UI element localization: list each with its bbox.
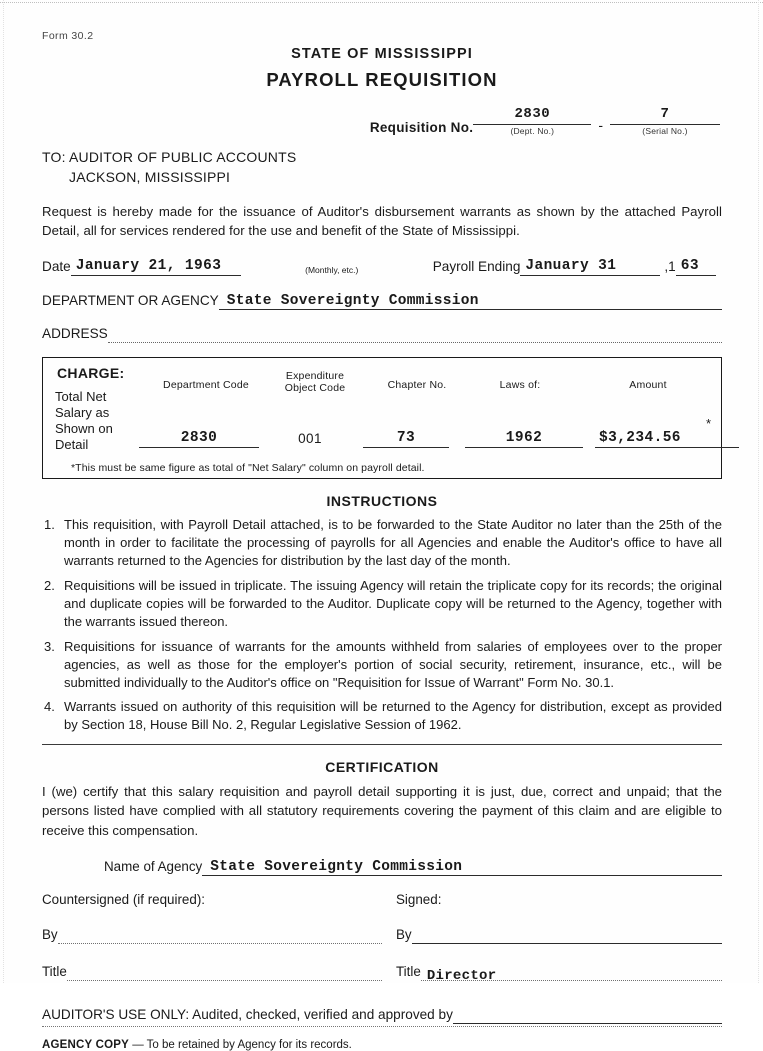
instruction-text: This requisition, with Payroll Detail attached, is to be forwarded to the State Auditor no later than the 25th of the month in order to facilitate the processing of payrolls for all Agencies and enable the Auditor's office to have all warrants returned to the Agencies for distribution by the last day of the month. (64, 517, 722, 568)
department-row (42, 292, 722, 310)
column-header-department-code: Department Code (163, 379, 249, 392)
countersign-title-label: Title (42, 963, 67, 979)
column-header-laws-of: Laws of: (499, 379, 541, 392)
countersign-title-value (67, 968, 77, 985)
signed-title-field[interactable] (421, 967, 722, 984)
agency-name-value: State Sovereignty Commission (210, 858, 463, 875)
countersign-title-row (42, 964, 382, 981)
signed-title-label: Title (396, 963, 421, 979)
signed-by-label: By (396, 926, 412, 942)
payroll-ending-value: January 31 (525, 258, 617, 275)
charge-chapter-no-value[interactable]: 73 (363, 430, 449, 448)
countersign-column (42, 892, 382, 981)
payroll-ending-label: Payroll Ending (432, 259, 521, 275)
date-value: January 21, 1963 (75, 258, 222, 275)
form-content (42, 30, 722, 1051)
charge-expenditure-object-code-value[interactable]: 001 (298, 431, 322, 447)
instructions-list (42, 516, 722, 734)
requisition-dept-rule (473, 123, 591, 125)
signed-label: Signed: (396, 891, 442, 907)
countersign-title-field[interactable] (67, 967, 382, 981)
instruction-number: 4. (44, 699, 55, 715)
auditor-use-label: AUDITOR'S USE ONLY: Audited, checked, verified and approved by (42, 1006, 453, 1022)
certification-text: I (we) certify that this salary requisition and payroll detail supporting it is just, due, correct and unpaid; that the persons listed have complied with all statutory requirements covering the payment of this claim and are eligible to receive this compensation. (42, 784, 722, 838)
form-number: Form 30.2 (42, 30, 94, 42)
requisition-dept-caption: (Dept. No.) (510, 126, 555, 136)
countersign-by-label: By (42, 926, 58, 942)
signature-grid (42, 891, 722, 984)
intro-paragraph: Request is hereby made for the issuance of Auditor's disbursement warrants as shown by the attached Payroll Detail, all for services rendered for the use and benefit of the State of Mississippi. (42, 203, 722, 238)
charge-left-label-line-4: Detail (55, 436, 89, 452)
countersign-by-field[interactable] (58, 930, 382, 944)
year-prefix: 1 (668, 259, 676, 275)
signed-title-value: Director (426, 967, 497, 984)
auditor-use-row (42, 1007, 722, 1024)
agency-copy-text: — To be retained by Agency for its records. (132, 1038, 352, 1051)
requisition-number-row (42, 106, 722, 136)
address-label: ADDRESS (42, 326, 108, 342)
year-field[interactable] (676, 258, 716, 276)
charge-box (42, 357, 722, 479)
column-header-expenditure-line-2: Object Code (284, 382, 346, 395)
department-label: DEPARTMENT OR AGENCY (42, 293, 219, 309)
page-title: PAYROLL REQUISITION (266, 69, 498, 90)
agency-name-field[interactable] (202, 858, 722, 876)
department-value: State Sovereignty Commission (226, 293, 479, 310)
instruction-number: 2. (44, 577, 55, 593)
signed-by-row (396, 927, 722, 944)
charge-left-label-line-2: Salary as (55, 404, 110, 420)
charge-department-code-value[interactable]: 2830 (139, 430, 259, 448)
signed-by-field[interactable] (412, 930, 722, 944)
instruction-item (42, 516, 722, 570)
requisition-serial-value: 7 (660, 106, 670, 122)
column-header-expenditure-line-1: Expenditure (285, 370, 345, 383)
charge-title: CHARGE: (57, 365, 125, 382)
agency-copy-note (42, 1039, 722, 1051)
instruction-text: Requisitions for issuance of warrants for the amounts withheld from salaries of employees over to the proper agencies, as well as those for the employer's portion of social security, retirement, insurance, etc., will be submitted individually to the Auditor's office on "Requisition for Issue of Warrant" Form No. 30.1. (64, 638, 722, 690)
countersign-by-row (42, 927, 382, 944)
column-header-chapter-no: Chapter No. (387, 379, 447, 392)
document-title-block (42, 46, 722, 91)
requisition-separator: - (598, 117, 603, 133)
date-row (42, 258, 722, 276)
frequency-field[interactable] (241, 261, 423, 276)
signed-column (382, 891, 722, 984)
charge-footnote: *This must be same figure as total of "Net Salary" column on payroll detail. (71, 462, 425, 475)
charge-left-label (55, 389, 113, 452)
scan-edge-left (3, 0, 5, 983)
divider-below-auditor (42, 1026, 722, 1027)
column-header-amount: Amount (629, 379, 667, 392)
requisition-serial-rule (610, 123, 720, 125)
signed-title-row (396, 963, 722, 984)
countersigned-label: Countersigned (if required): (42, 891, 206, 907)
instructions-heading: INSTRUCTIONS (326, 493, 438, 510)
charge-left-label-line-3: Shown on (55, 420, 113, 436)
state-heading: STATE OF MISSISSIPPI (291, 46, 473, 62)
column-header-expenditure-object-code (265, 370, 365, 395)
payroll-ending-field[interactable] (520, 258, 660, 276)
instruction-number: 1. (44, 517, 55, 533)
agency-copy-label: AGENCY COPY (42, 1038, 129, 1051)
department-field[interactable] (219, 292, 722, 310)
requisition-number-label: Requisition No. (369, 120, 474, 135)
date-label: Date (42, 259, 71, 275)
agency-name-label: Name of Agency (104, 858, 203, 874)
asterisk-marker: * (705, 416, 711, 432)
date-field[interactable] (71, 258, 241, 276)
charge-laws-of-value[interactable]: 1962 (465, 430, 583, 448)
year-comma: , (664, 259, 669, 275)
instruction-item (42, 698, 722, 734)
scan-edge-right (758, 0, 760, 983)
divider-above-certification (42, 744, 722, 745)
scan-edge-top (0, 2, 763, 4)
requisition-dept-value: 2830 (514, 106, 551, 122)
charge-left-label-line-1: Total Net (55, 389, 107, 405)
instruction-number: 3. (44, 638, 55, 654)
countersign-by-value (58, 931, 68, 948)
instruction-text: Requisitions will be issued in triplicate. The issuing Agency will retain the triplicate copy for its records; the original and duplicate copies will be forwarded to the Auditor. Duplicate copy will be returned to the Agency, together with the warrants issued thereon. (64, 577, 722, 629)
instruction-text: Warrants issued on authority of this requisition will be returned to the Agency for distribution, except as provided by Section 18, House Bill No. 2, Regular Legislative Session of 1962. (64, 699, 722, 733)
year-value: 63 (680, 258, 699, 275)
agency-name-row (42, 858, 722, 876)
address-row (42, 326, 722, 343)
requisition-serial-field[interactable] (610, 106, 720, 136)
addressee-line-1: TO: AUDITOR OF PUBLIC ACCOUNTS (42, 149, 297, 165)
address-field[interactable] (108, 330, 722, 343)
instruction-item (42, 577, 722, 631)
requisition-dept-field[interactable] (473, 106, 591, 136)
frequency-caption: (Monthly, etc.) (305, 265, 359, 276)
addressee-block (42, 148, 722, 188)
instruction-item (42, 638, 722, 692)
charge-amount-value[interactable]: $3,234.56 (595, 430, 739, 448)
auditor-approval-field[interactable] (453, 1010, 722, 1024)
addressee-line-2: JACKSON, MISSISSIPPI (69, 168, 231, 185)
certification-heading: CERTIFICATION (325, 759, 439, 776)
signed-by-value (412, 931, 422, 948)
requisition-serial-caption: (Serial No.) (642, 126, 688, 136)
